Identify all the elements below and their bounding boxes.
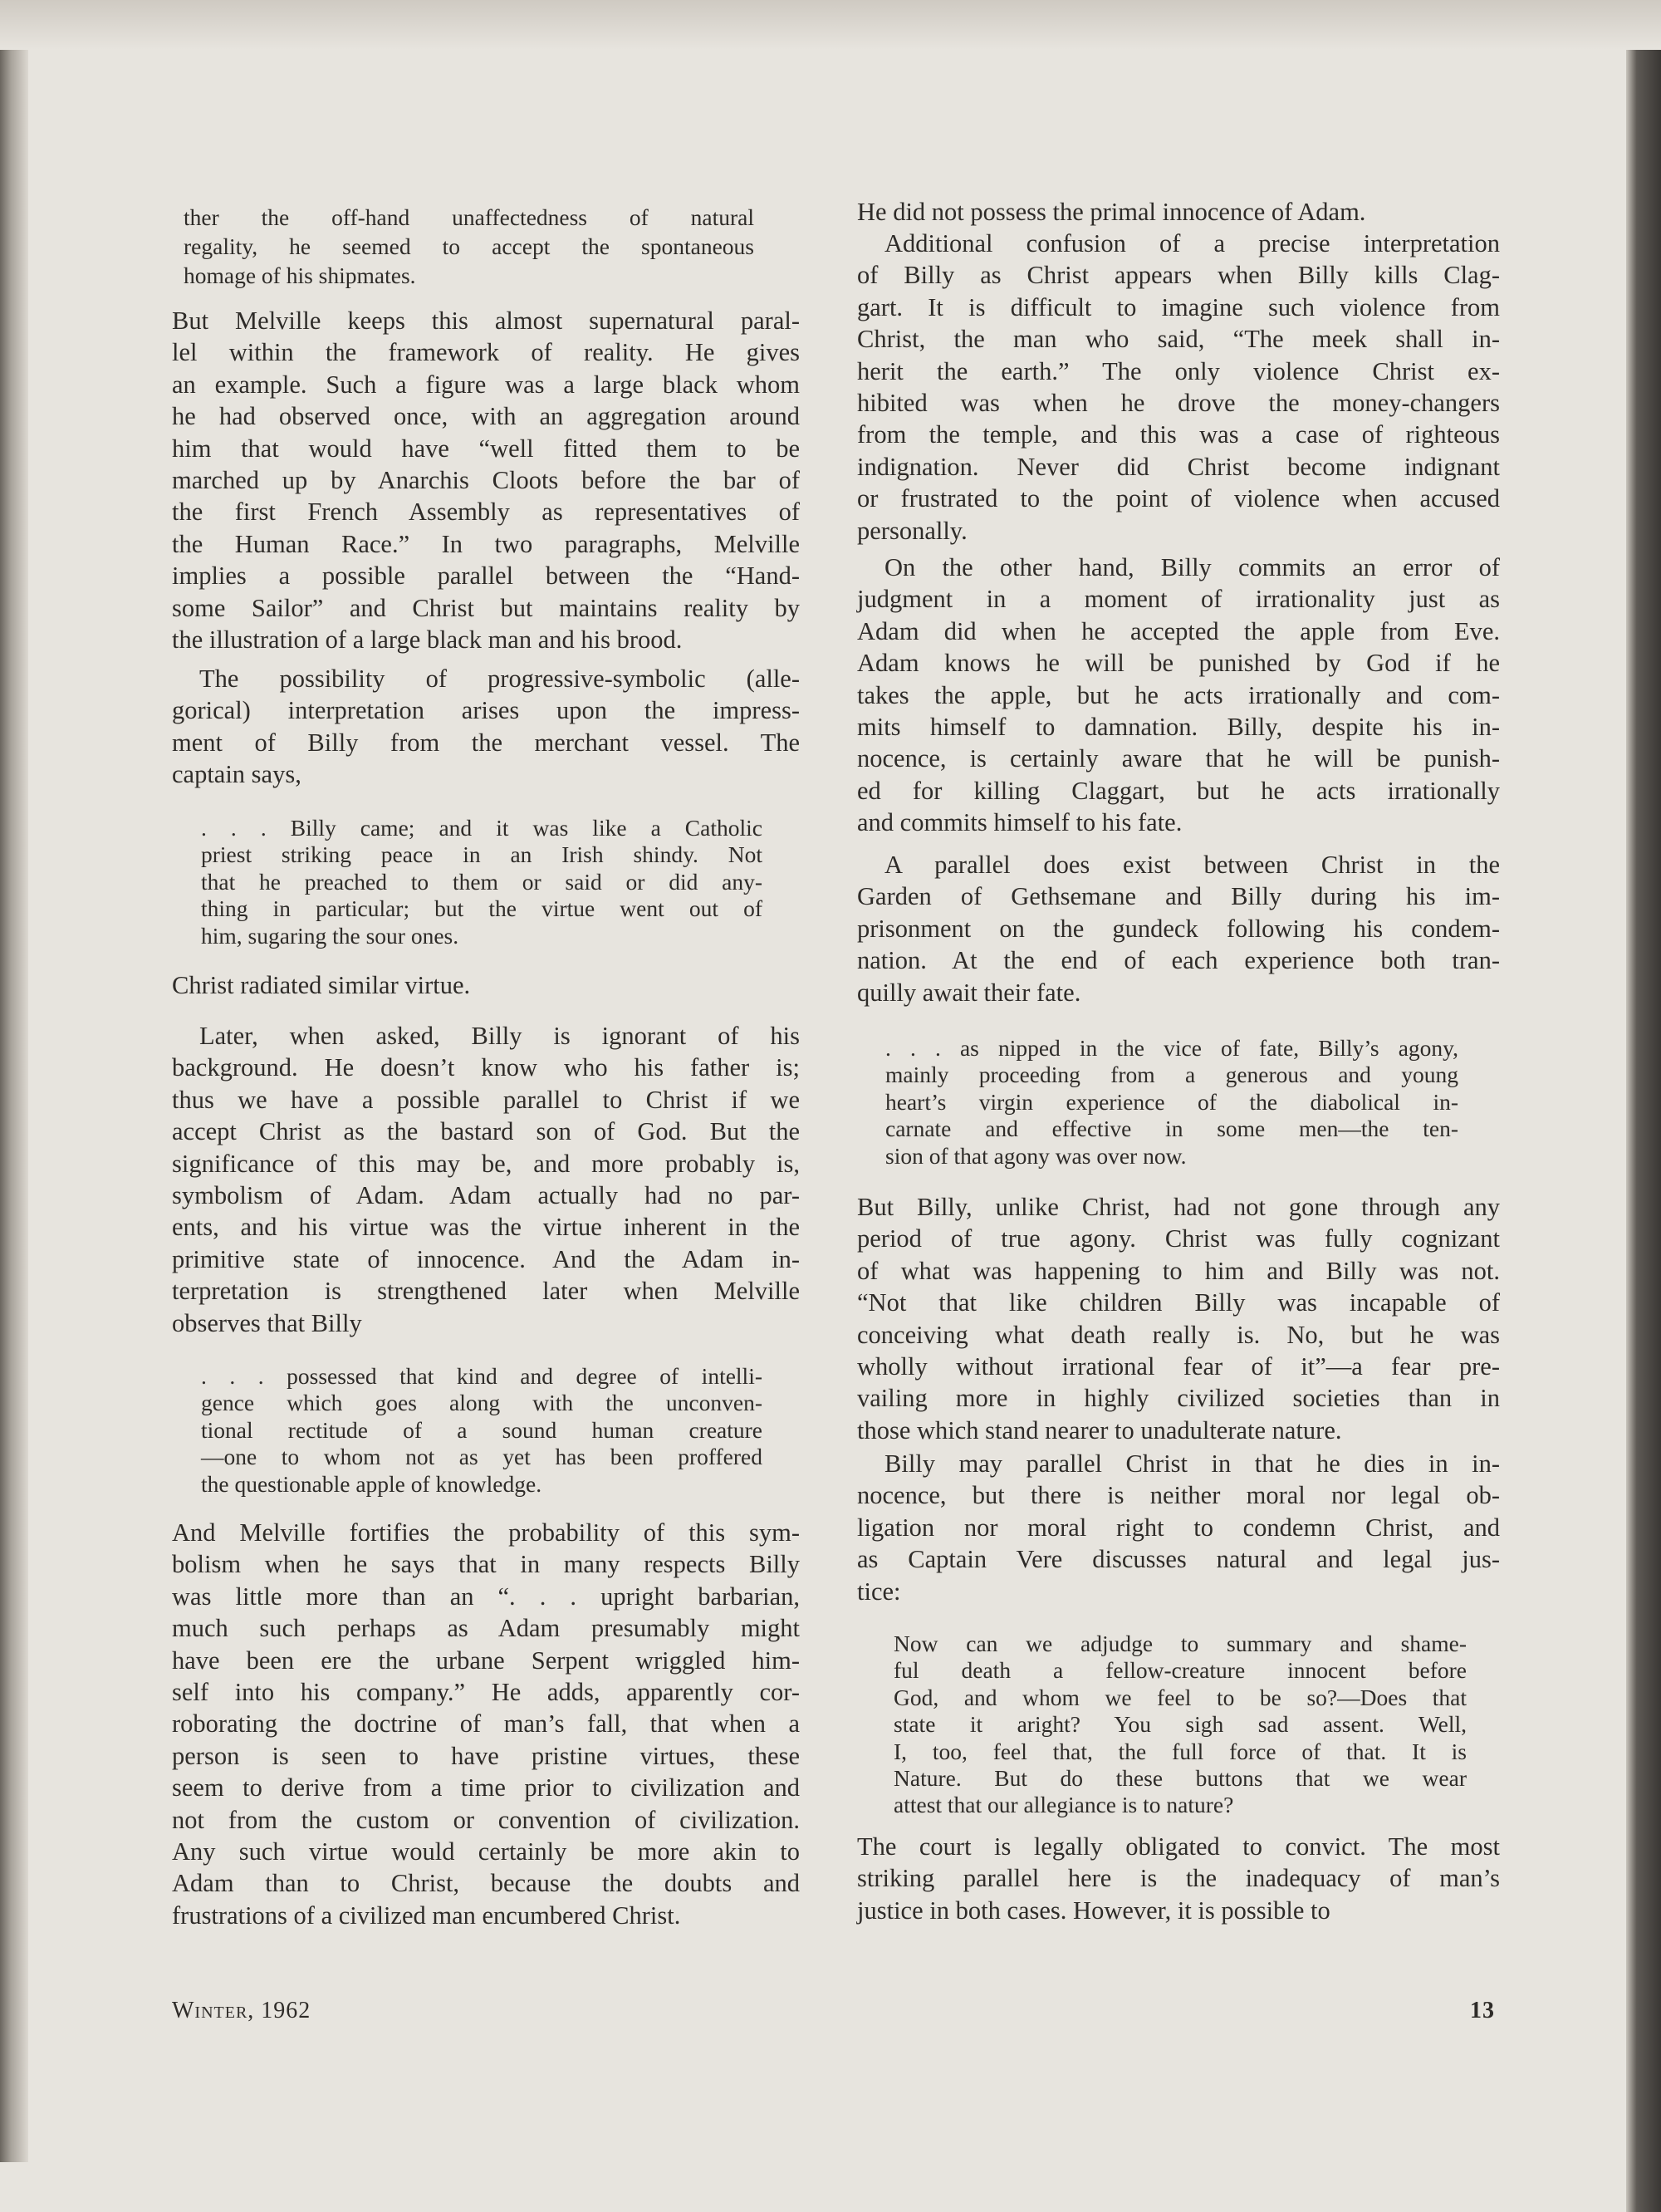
text-line: much such perhaps as Adam presumably might xyxy=(172,1614,800,1643)
text-line: Later, when asked, Billy is ignorant of his xyxy=(199,1022,800,1050)
text-line: ther the off-hand unaffectedness of natural xyxy=(184,204,754,230)
text-line: tice: xyxy=(857,1577,901,1606)
text-line: have been ere the urbane Serpent wriggled him- xyxy=(172,1646,800,1675)
text-line: period of true agony. Christ was fully cognizant xyxy=(857,1224,1500,1253)
text-line: The possibility of progressive-symbolic (alle- xyxy=(199,665,800,693)
text-line: Garden of Gethsemane and Billy during his im- xyxy=(857,882,1500,911)
footer-issue: Winter, 1962 xyxy=(172,1998,311,2023)
text-line: striking parallel here is the inadequacy of man’s xyxy=(857,1864,1500,1893)
text-line: wholly without irrational fear of it”—a fear pre- xyxy=(857,1351,1500,1381)
right-column-paragraph xyxy=(857,228,1500,547)
text-line: Any such virtue would certainly be more akin to xyxy=(172,1837,800,1866)
text-line: state it aright? You sigh sad assent. Well, xyxy=(894,1711,1467,1738)
text-line: and commits himself to his fate. xyxy=(857,808,1183,837)
page-right-edge xyxy=(1626,50,1661,2212)
text-line: priest striking peace in an Irish shindy. Not xyxy=(201,841,762,868)
text-line: . . . as nipped in the vice of fate, Billy’s agony, xyxy=(885,1035,1458,1061)
text-line: “Not that like children Billy was incapable of xyxy=(857,1288,1500,1317)
text-line: gorical) interpretation arises upon the impress- xyxy=(172,696,800,725)
text-line: was little more than an “. . . upright barbarian, xyxy=(172,1582,800,1611)
text-line: heart’s virgin experience of the diabolical in- xyxy=(885,1088,1458,1115)
text-line: seem to derive from a time prior to civilization and xyxy=(172,1773,800,1802)
text-line: ful death a fellow-creature innocent before xyxy=(894,1657,1467,1684)
text-line: terpretation is strengthened later when Melville xyxy=(172,1277,800,1306)
text-line: personally. xyxy=(857,516,968,545)
text-line: God, and whom we feel to be so?—Does that xyxy=(894,1684,1467,1710)
text-line: the first French Assembly as representatives of xyxy=(172,498,800,527)
text-line: indignation. Never did Christ become indignant xyxy=(857,452,1500,481)
left-column-paragraph xyxy=(172,969,800,1001)
right-column-block-quote xyxy=(885,1035,1458,1170)
text-line: sion of that agony was over now. xyxy=(885,1142,1187,1169)
text-line: he had observed once, with an aggregation around xyxy=(172,402,800,431)
text-line: an example. Such a figure was a large black whom xyxy=(172,370,800,399)
page-number: 13 xyxy=(1470,1998,1495,2023)
text-line: judgment in a moment of irrationality just as xyxy=(857,585,1500,614)
text-line: that he preached to them or said or did any- xyxy=(201,868,762,895)
right-column-paragraph xyxy=(857,1191,1500,1446)
text-line: —one to whom not as yet has been proffered xyxy=(201,1444,762,1470)
text-line: I, too, feel that, the full force of that. It is xyxy=(894,1738,1467,1764)
text-line: tional rectitude of a sound human creature xyxy=(201,1416,762,1443)
left-column-block-quote xyxy=(184,203,754,290)
right-column-paragraph xyxy=(857,849,1500,1008)
text-line: conceiving what death really is. No, but he was xyxy=(857,1320,1500,1349)
text-line: Adam did when he accepted the apple from Eve. xyxy=(857,616,1500,645)
text-line: from the temple, and this was a case of righteous xyxy=(857,420,1500,449)
right-column-paragraph xyxy=(857,1448,1500,1607)
left-column-paragraph xyxy=(172,305,800,655)
text-line: symbolism of Adam. Adam actually had no par- xyxy=(172,1180,800,1209)
text-line: roborating the doctrine of man’s fall, that when a xyxy=(172,1709,800,1739)
text-line: gart. It is difficult to imagine such violence from xyxy=(857,292,1500,321)
text-line: hibited was when he drove the money-changers xyxy=(857,388,1500,417)
text-line: And Melville fortifies the probability of this sym- xyxy=(172,1518,800,1547)
text-line: attest that our allegiance is to nature? xyxy=(894,1792,1234,1818)
text-line: . . . Billy came; and it was like a Catholic xyxy=(201,815,762,841)
right-column-block-quote xyxy=(894,1631,1467,1819)
text-line: significance of this may be, and more probably is, xyxy=(172,1149,800,1178)
text-line: Christ radiated similar virtue. xyxy=(172,971,471,999)
text-line: vailing more in highly civilized societies than in xyxy=(857,1384,1500,1413)
left-column-paragraph xyxy=(172,1517,800,1931)
text-line: of Billy as Christ appears when Billy kills Clag- xyxy=(857,261,1500,290)
text-line: homage of his shipmates. xyxy=(184,262,416,288)
text-line: accept Christ as the bastard son of God. But the xyxy=(172,1117,800,1146)
text-line: Christ, the man who said, “The meek shall in- xyxy=(857,325,1500,354)
text-line: marched up by Anarchis Cloots before the bar of xyxy=(172,465,800,494)
text-line: Additional confusion of a precise interpretation xyxy=(884,229,1500,257)
left-column-block-quote xyxy=(201,815,762,949)
text-line: person is seen to have pristine virtues, these xyxy=(172,1741,800,1770)
text-line: . . . possessed that kind and degree of intelli- xyxy=(201,1363,762,1389)
text-line: thing in particular; but the virtue went out of xyxy=(201,895,762,922)
text-line: the questionable apple of knowledge. xyxy=(201,1470,542,1497)
text-line: background. He doesn’t know who his father is; xyxy=(172,1053,800,1082)
right-column-paragraph xyxy=(857,1831,1500,1926)
text-line: Nature. But do these buttons that we wear xyxy=(894,1764,1467,1791)
text-line: Billy may parallel Christ in that he dies in in- xyxy=(884,1449,1500,1478)
text-line: Adam knows he will be punished by God if he xyxy=(857,649,1500,678)
text-line: The court is legally obligated to convict. The most xyxy=(857,1832,1500,1861)
text-line: thus we have a possible parallel to Christ if we xyxy=(172,1085,800,1114)
text-line: as Captain Vere discusses natural and legal jus- xyxy=(857,1545,1500,1574)
text-line: herit the earth.” The only violence Christ ex- xyxy=(857,356,1500,385)
text-line: mits himself to damnation. Billy, despite his in- xyxy=(857,712,1500,741)
text-line: frustrations of a civilized man encumbered Christ. xyxy=(172,1901,681,1930)
left-column-paragraph xyxy=(172,663,800,791)
text-line: On the other hand, Billy commits an error of xyxy=(884,553,1500,581)
text-line: of what was happening to him and Billy was not. xyxy=(857,1256,1500,1285)
text-line: carnate and effective in some men—the ten- xyxy=(885,1116,1458,1142)
text-line: quilly await their fate. xyxy=(857,978,1081,1007)
text-line: nation. At the end of each experience both tran- xyxy=(857,946,1500,975)
text-line: mainly proceeding from a generous and young xyxy=(885,1062,1458,1088)
text-line: the Human Race.” In two paragraphs, Melville xyxy=(172,529,800,558)
text-line: takes the apple, but he acts irrationally and com- xyxy=(857,680,1500,709)
text-line: nocence, but there is neither moral nor legal ob- xyxy=(857,1481,1500,1510)
text-line: ents, and his virtue was the virtue inherent in the xyxy=(172,1213,800,1242)
text-line: captain says, xyxy=(172,760,301,789)
page-top-edge xyxy=(0,0,1661,50)
text-line: implies a possible parallel between the “Hand- xyxy=(172,562,800,591)
text-line: ment of Billy from the merchant vessel. The xyxy=(172,728,800,757)
text-line: He did not possess the primal innocence of Adam. xyxy=(857,198,1366,226)
text-line: those which stand nearer to unadulterate nature. xyxy=(857,1415,1342,1444)
left-column-paragraph xyxy=(172,1020,800,1339)
text-line: But Billy, unlike Christ, had not gone through any xyxy=(857,1193,1500,1221)
text-line: But Melville keeps this almost supernatural paral- xyxy=(172,307,800,335)
text-line: justice in both cases. However, it is possible to xyxy=(857,1896,1330,1925)
text-line: not from the custom or convention of civilization. xyxy=(172,1805,800,1834)
left-column-block-quote xyxy=(201,1363,762,1498)
text-line: prisonment on the gundeck following his condem- xyxy=(857,914,1500,943)
text-line: bolism when he says that in many respects Billy xyxy=(172,1550,800,1579)
text-line: observes that Billy xyxy=(172,1308,362,1337)
text-line: the illustration of a large black man and his brood. xyxy=(172,625,683,654)
text-line: gence which goes along with the unconven- xyxy=(201,1390,762,1416)
text-line: ed for killing Claggart, but he acts irrationally xyxy=(857,776,1500,805)
text-line: A parallel does exist between Christ in the xyxy=(884,851,1500,879)
text-line: Now can we adjudge to summary and shame- xyxy=(894,1631,1467,1656)
text-line: some Sailor” and Christ but maintains reality by xyxy=(172,593,800,622)
right-column-paragraph xyxy=(857,552,1500,839)
text-line: lel within the framework of reality. He gives xyxy=(172,338,800,367)
right-column-paragraph xyxy=(857,196,1500,228)
text-line: him that would have “well fitted them to be xyxy=(172,434,800,463)
text-line: primitive state of innocence. And the Adam in- xyxy=(172,1244,800,1273)
text-line: ligation nor moral right to condemn Christ, and xyxy=(857,1513,1500,1542)
text-line: or frustrated to the point of violence when accused xyxy=(857,484,1500,513)
text-line: self into his company.” He adds, apparently cor- xyxy=(172,1677,800,1706)
text-line: nocence, is certainly aware that he will be punish- xyxy=(857,744,1500,773)
text-line: regality, he seemed to accept the spontaneous xyxy=(184,233,754,259)
page-spine-shadow xyxy=(0,0,28,2162)
text-line: Adam than to Christ, because the doubts and xyxy=(172,1869,800,1898)
text-line: him, sugaring the sour ones. xyxy=(201,922,459,949)
